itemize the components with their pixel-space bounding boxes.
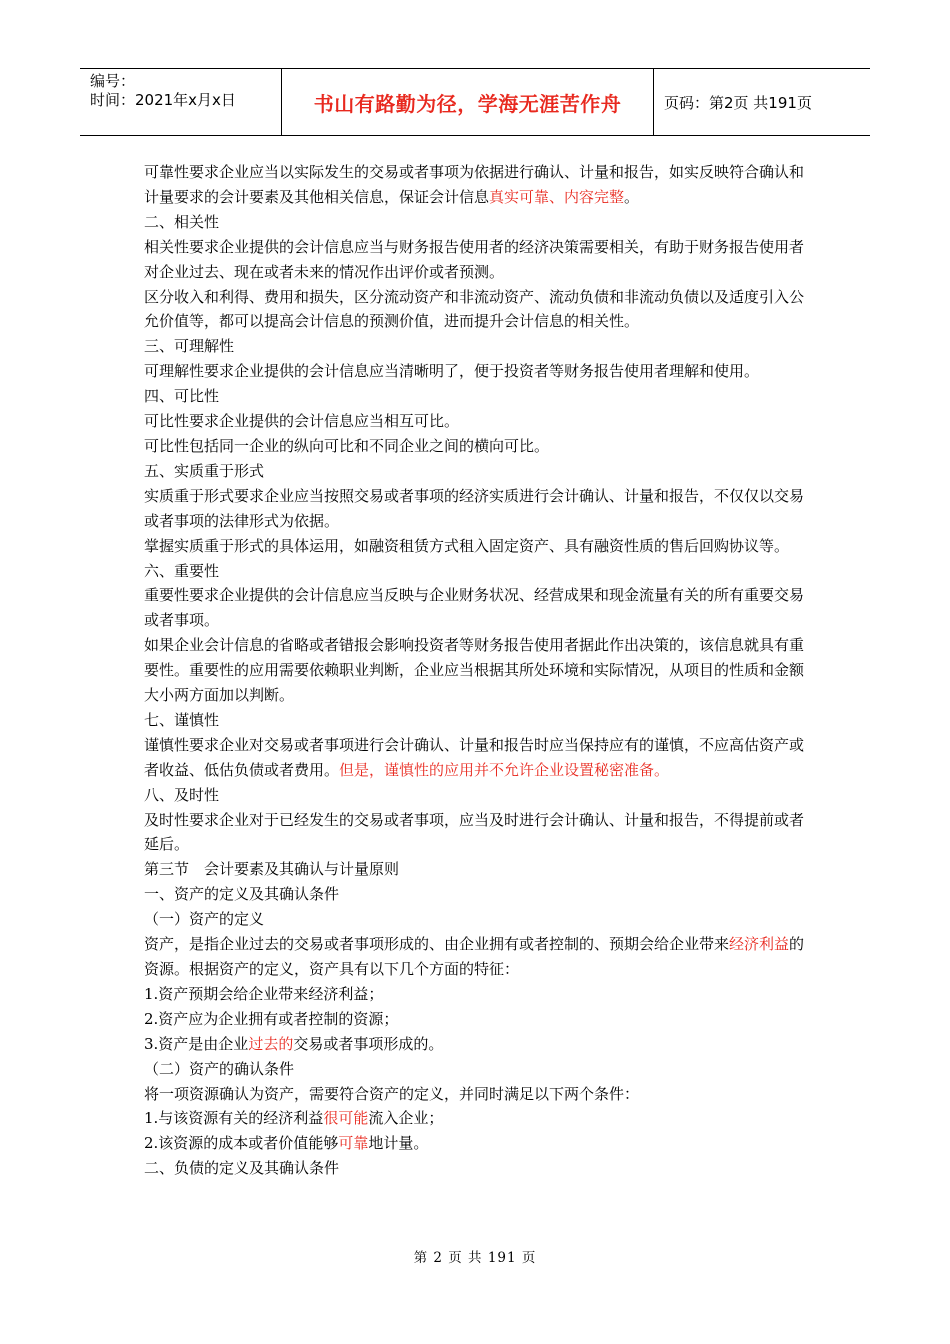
paragraph-text: 五、实质重于形式	[144, 461, 265, 480]
paragraph	[144, 459, 808, 484]
paragraph-text: 可靠性要求企业应当以实际发生的交易或者事项为依据进行确认、计量和报告，如实反映符合确认和计量要求的会计要素及其他相关信息，保证会计信息	[144, 163, 805, 206]
paragraph	[144, 484, 808, 534]
paragraph-text: 2.资产应为企业拥有或者控制的资源；	[144, 1009, 399, 1028]
paragraph	[144, 285, 808, 335]
paragraph	[144, 1106, 808, 1131]
paragraph	[144, 783, 808, 808]
paragraph	[144, 1032, 808, 1057]
paragraph-text: （二）资产的确认条件	[144, 1059, 295, 1078]
paragraph	[144, 559, 808, 584]
paragraph-text: 三、可理解性	[144, 337, 235, 356]
paragraph-text: 相关性要求企业提供的会计信息应当与财务报告使用者的经济决策需要相关，有助于财务报告使用者对企业过去、现在或者未来的情况作出评价或者预测。	[144, 237, 805, 281]
paragraph	[144, 1156, 808, 1181]
paragraph-text: 交易或者事项形成的。	[293, 1034, 444, 1053]
paragraph-text: 地计量。	[368, 1134, 429, 1153]
paragraph-text: 可比性要求企业提供的会计信息应当相互可比。	[144, 412, 460, 431]
paragraph-text: 1.资产预期会给企业带来经济利益；	[144, 984, 384, 1003]
paragraph	[144, 857, 808, 882]
paragraph-text: 谨慎性要求企业对交易或者事项进行会计确认、计量和报告时应当保持应有的谨慎，不应高估资产或者收益、低估负债或者费用。	[144, 735, 805, 779]
paragraph-text: 。	[624, 187, 640, 206]
paragraph-text: 可理解性要求企业提供的会计信息应当清晰明了，便于投资者等财务报告使用者理解和使用。	[144, 362, 760, 381]
paragraph-text: 流入企业；	[368, 1109, 444, 1128]
paragraph	[144, 583, 808, 633]
document-body	[144, 160, 808, 1181]
emphasis-text: 但是，谨慎性的应用并不允许企业设置秘密准备。	[339, 760, 670, 779]
paragraph-text: 区分收入和利得、费用和损失，区分流动资产和非流动资产、流动负债和非流动负债以及适度引入公允价值等，都可以提高会计信息的预测价值，进而提升会计信息的相关性。	[144, 287, 805, 331]
paragraph-text: 3.资产是由企业	[144, 1034, 249, 1053]
header-page-indicator: 页码：第2页 共191页	[664, 93, 812, 112]
paragraph-text: 二、相关性	[144, 212, 220, 231]
paragraph	[144, 1057, 808, 1082]
paragraph-text: 的资源。根据资产的定义，资产具有以下几个方面的特征：	[144, 935, 805, 978]
emphasis-text: 可靠	[338, 1134, 369, 1153]
paragraph	[144, 534, 808, 559]
document-date: 时间：2021年x月x日	[90, 91, 236, 109]
paragraph	[144, 708, 808, 733]
paragraph	[144, 907, 808, 932]
paragraph-text: 将一项资源确认为资产，需要符合资产的定义，并同时满足以下两个条件：	[144, 1084, 640, 1103]
paragraph-text: 第三节 会计要素及其确认与计量原则	[144, 860, 400, 879]
paragraph	[144, 932, 808, 982]
paragraph	[144, 1082, 808, 1107]
paragraph	[144, 633, 808, 708]
emphasis-text: 很可能	[323, 1109, 369, 1128]
paragraph	[144, 1007, 808, 1032]
emphasis-text: 过去的	[248, 1034, 294, 1053]
paragraph	[144, 434, 808, 459]
paragraph-text: 六、重要性	[144, 561, 220, 580]
paragraph-text: 掌握实质重于形式的具体运用，如融资租赁方式租入固定资产、具有融资性质的售后回购协议等。	[144, 536, 790, 555]
paragraph-text: 七、谨慎性	[144, 710, 220, 729]
paragraph-text: （一）资产的定义	[144, 910, 265, 929]
page-footer: 第 2 页 共 191 页	[413, 1250, 537, 1266]
paragraph	[144, 359, 808, 384]
paragraph	[144, 334, 808, 359]
paragraph	[144, 808, 808, 858]
header-meta	[80, 69, 282, 135]
paragraph-text: 1.与该资源有关的经济利益	[144, 1109, 324, 1128]
paragraph-text: 可比性包括同一企业的纵向可比和不同企业之间的横向可比。	[144, 436, 550, 455]
document-number-label: 编号：	[90, 72, 136, 90]
paragraph-text: 实质重于形式要求企业应当按照交易或者事项的经济实质进行会计确认、计量和报告，不仅仅以交易或者事项的法律形式为依据。	[144, 486, 805, 530]
paragraph-text: 重要性要求企业提供的会计信息应当反映与企业财务状况、经营成果和现金流量有关的所有重要交易或者事项。	[144, 586, 805, 630]
paragraph-text: 四、可比性	[144, 387, 220, 406]
emphasis-text: 真实可靠、内容完整	[489, 187, 625, 206]
paragraph	[144, 409, 808, 434]
paragraph-text: 一、资产的定义及其确认条件	[144, 885, 340, 904]
paragraph-text: 如果企业会计信息的省略或者错报会影响投资者等财务报告使用者据此作出决策的，该信息就具有重要性。重要性的应用需要依赖职业判断，企业应当根据其所处环境和实际情况，从项目的性质和金额大小两方面加以判断。	[144, 636, 805, 705]
paragraph	[144, 882, 808, 907]
emphasis-text: 经济利益	[729, 935, 790, 954]
page-header	[80, 68, 870, 136]
paragraph	[144, 733, 808, 783]
paragraph	[144, 210, 808, 235]
paragraph-text: 及时性要求企业对于已经发生的交易或者事项，应当及时进行会计确认、计量和报告，不得提前或者延后。	[144, 810, 805, 854]
paragraph-text: 二、负债的定义及其确认条件	[144, 1159, 340, 1178]
paragraph	[144, 1131, 808, 1156]
paragraph-text: 八、及时性	[144, 785, 220, 804]
paragraph	[144, 982, 808, 1007]
header-motto: 书山有路勤为径，学海无涯苦作舟	[282, 69, 654, 135]
paragraph	[144, 384, 808, 409]
paragraph	[144, 160, 808, 210]
paragraph	[144, 235, 808, 285]
paragraph-text: 资产，是指企业过去的交易或者事项形成的、由企业拥有或者控制的、预期会给企业带来	[144, 935, 730, 954]
paragraph-text: 2.该资源的成本或者价值能够	[144, 1134, 339, 1153]
